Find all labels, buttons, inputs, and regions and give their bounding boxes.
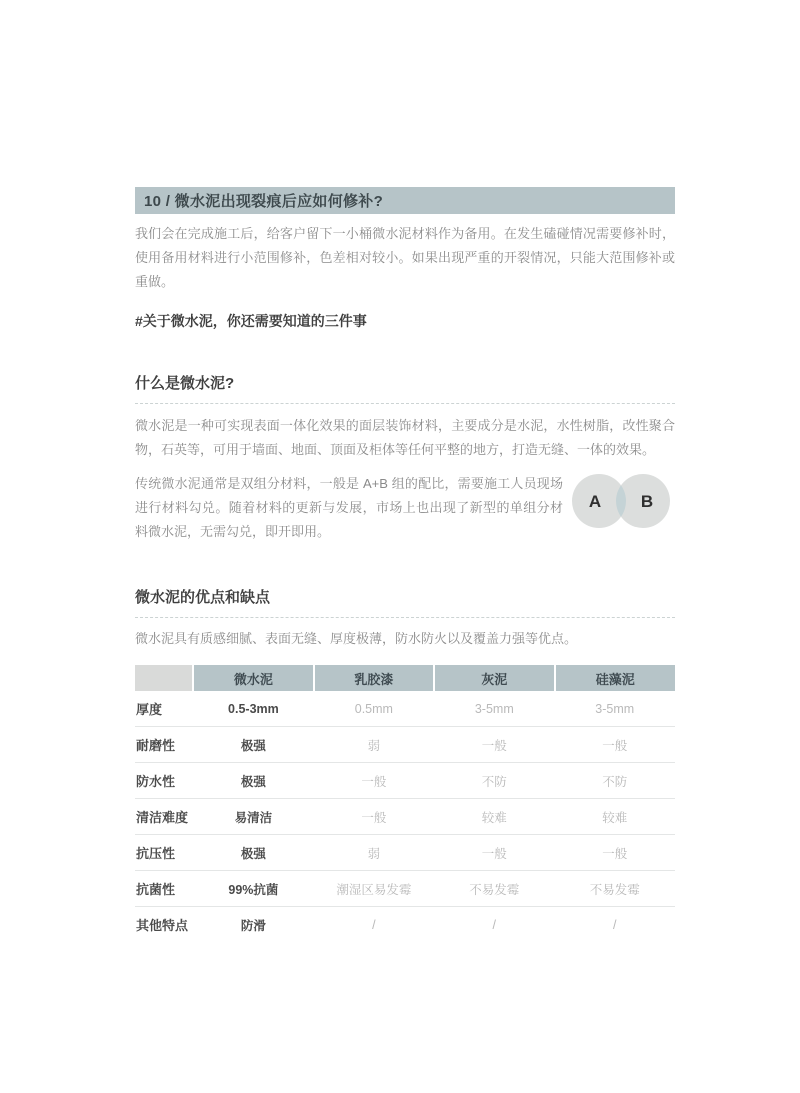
article-title: 10 / 微水泥出现裂痕后应如何修补? [144, 193, 384, 210]
table-cell: / [372, 917, 376, 932]
table-cell: 不防 [555, 763, 675, 799]
table-cell: 极强 [193, 835, 313, 871]
table-header-cell: 灰泥 [434, 665, 554, 691]
table-cell: 潮湿区易发霉 [314, 871, 434, 907]
dashed-divider [135, 617, 675, 618]
table-cell: 极强 [193, 763, 313, 799]
table-cell: 弱 [314, 835, 434, 871]
table-cell: 一般 [555, 835, 675, 871]
table-row-label: 防水性 [135, 763, 193, 799]
table-cell: 0.5mm [314, 691, 434, 727]
article-content [135, 187, 675, 942]
section-heading-pros-cons: 微水泥的优点和缺点 [135, 589, 271, 606]
table-header-cell: 乳胶漆 [314, 665, 434, 691]
table-row-label: 抗菌性 [135, 871, 193, 907]
table-cell: 不防 [434, 763, 554, 799]
comparison-table-body [135, 691, 675, 942]
table-row [135, 727, 675, 763]
article-subtitle: #关于微水泥，你还需要知道的三件事 [135, 313, 367, 329]
table-cell: 一般 [434, 835, 554, 871]
table-cell: 较难 [555, 799, 675, 835]
table-row-label: 厚度 [135, 691, 193, 727]
table-cell: 一般 [314, 763, 434, 799]
table-cell: 一般 [314, 799, 434, 835]
dashed-divider [135, 403, 675, 404]
article-title-bar [135, 187, 675, 214]
table-cell: 极强 [193, 727, 313, 763]
table-row [135, 871, 675, 907]
ab-circles-icon [569, 472, 673, 530]
table-cell: 一般 [434, 727, 554, 763]
comparison-table [135, 665, 675, 942]
components-paragraph: 传统微水泥通常是双组分材料，一般是 A+B 组的配比，需要施工人员现场进行材料勾兑。随着材料的更新与发展，市场上也出现了新型的单组分材料微水泥，无需勾兑，即开即用。 [135, 476, 563, 539]
table-cell: 3-5mm [555, 691, 675, 727]
table-row [135, 763, 675, 799]
table-header-empty-cell [135, 665, 193, 691]
table-row-label: 清洁难度 [135, 799, 193, 835]
components-row [135, 462, 675, 544]
table-row-label: 耐磨性 [135, 727, 193, 763]
table-cell: 防滑 [240, 918, 266, 933]
table-row [135, 835, 675, 871]
table-cell: 弱 [314, 727, 434, 763]
table-row [135, 907, 675, 943]
table-cell: 一般 [555, 727, 675, 763]
table-cell: / [492, 917, 497, 932]
circle-b-label: B [640, 491, 654, 511]
table-row [135, 691, 675, 727]
section-heading-what-is-microcement: 什么是微水泥? [135, 375, 235, 392]
table-header-cell: 微水泥 [193, 665, 313, 691]
table-cell: 不易发霉 [555, 871, 675, 907]
table-row [135, 799, 675, 835]
table-row-label: 抗压性 [135, 835, 193, 871]
table-header-cell: 硅藻泥 [555, 665, 675, 691]
table-cell: 较难 [434, 799, 554, 835]
table-cell: 99%抗菌 [193, 871, 313, 907]
definition-paragraph: 微水泥是一种可实现表面一体化效果的面层装饰材料，主要成分是水泥，水性树脂，改性聚合物，石英等，可用于墙面、地面、顶面及柜体等任何平整的地方，打造无缝、一体的效果。 [135, 418, 675, 457]
table-cell: 易清洁 [193, 799, 313, 835]
ab-venn-diagram [569, 472, 673, 535]
table-row-label: 其他特点 [136, 918, 189, 933]
table-cell: / [613, 917, 617, 932]
table-cell: 不易发霉 [434, 871, 554, 907]
comparison-table-head-row [135, 665, 675, 691]
intro-paragraph: 我们会在完成施工后，给客户留下一小桶微水泥材料作为备用。在发生磕碰情况需要修补时，使用备用材料进行小范围修补，色差相对较小。如果出现严重的开裂情况，只能大范围修补或重做。 [135, 226, 675, 289]
pros-paragraph: 微水泥具有质感细腻、表面无缝、厚度极薄，防水防火以及覆盖力强等优点。 [135, 631, 578, 646]
circle-a-label: A [588, 491, 602, 511]
table-cell: 0.5-3mm [193, 691, 313, 727]
table-cell: 3-5mm [434, 691, 554, 727]
